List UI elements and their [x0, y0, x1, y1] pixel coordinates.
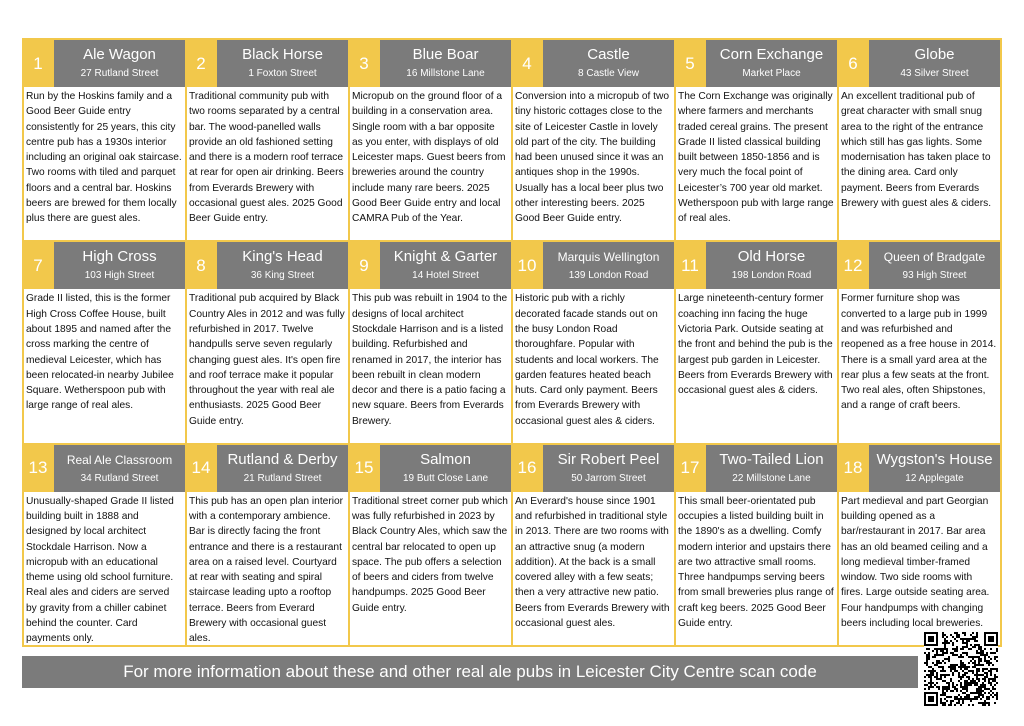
pub-address: 139 London Road: [568, 270, 649, 282]
pub-title-block: [706, 40, 837, 87]
pub-description: Traditional community pub with two rooms separated by a central bar. The wood-panelled walls provide an old fashioned setting and there is a modern roof terrace at rear for open air drinking. Beers from Everards Brewery with occasional guest ales. 2025 Good Beer Guide entry.: [189, 91, 344, 225]
pub-name: Knight & Garter: [393, 248, 498, 266]
pub-address: 8 Castle View: [578, 68, 639, 79]
pub-card-header: [513, 445, 674, 492]
pub-card-header: [24, 445, 185, 492]
pub-card: [350, 445, 511, 645]
pub-card-header: [350, 242, 511, 289]
pub-card: [24, 40, 185, 240]
pub-number: 5: [676, 40, 704, 87]
pub-description: Unusually-shaped Grade II listed building built in 1888 and designed by local architect Stockdale Harrison. Now a micropub with an educational theme using old school furniture. Real ales and ciders are served by gravity from a chiller cabinet behind the counter. Card payments only.: [26, 495, 174, 645]
pub-name: Black Horse: [242, 46, 323, 63]
pub-number: 3: [350, 40, 378, 87]
pub-name: Queen of Bradgate: [883, 250, 986, 265]
pub-address: 93 High Street: [902, 270, 967, 282]
pub-name: High Cross: [82, 248, 157, 266]
pub-address: 16 Millstone Lane: [406, 68, 485, 79]
pub-description: Run by the Hoskins family and a Good Beer Guide entry consistently for 25 years, this city centre pub has a 1930s interior including an original oak staircase. Two rooms with tiled and parquet floors and a central bar. Hoskins beers are brewed for them locally plus there are guest ales.: [26, 91, 182, 225]
pub-title-block: [543, 242, 674, 289]
pub-card: [187, 242, 348, 442]
pub-card: [839, 445, 1000, 645]
pub-card-header: [676, 40, 837, 87]
pub-number: 7: [24, 242, 52, 289]
pub-address: 1 Foxton Street: [248, 68, 317, 79]
pub-card: [24, 242, 185, 442]
pub-title-block: [380, 445, 511, 492]
pub-title-block: [543, 40, 674, 87]
pub-card-header: [24, 40, 185, 87]
pub-number: 2: [187, 40, 215, 87]
pub-card: [839, 40, 1000, 240]
pub-name: Marquis Wellington: [557, 250, 660, 265]
pub-number: 12: [839, 242, 867, 289]
pub-title-block: [54, 242, 185, 289]
pub-title-block: [869, 40, 1000, 87]
pub-number: 9: [350, 242, 378, 289]
pub-number: 17: [676, 445, 704, 492]
pub-description: Part medieval and part Georgian building opened as a bar/restaurant in 2017. Bar area has an old beamed ceiling and a long medieval timber-framed window. Two side rooms with fires. Large outside seating area. Four handpumps with changing beers including local breweries.: [841, 495, 990, 630]
pub-name: Sir Robert Peel: [557, 450, 660, 468]
pub-card: [676, 40, 837, 240]
pub-title-block: [54, 40, 185, 87]
pub-name: Wygston's House: [876, 450, 993, 468]
pub-description: Micropub on the ground floor of a building in a conservation area. Single room with a bar opposite as you enter, with displays of old Leicester maps. Guest beers from breweries around the country include many rare beers. 2025 Good Beer Guide entry and local CAMRA Pub of the Year.: [352, 91, 506, 225]
pub-number: 10: [513, 242, 541, 289]
pub-description: The Corn Exchange was originally where farmers and merchants traded cereal grains. The present Grade II listed classical building built between 1850-1856 and is very much the focal point of Leicester’s 700 year old market. Wetherspoon pub with large range of real ales.: [678, 91, 834, 225]
pub-address: 43 Silver Street: [900, 68, 969, 79]
pub-card: [839, 242, 1000, 442]
pub-card-header: [676, 242, 837, 289]
pub-card-header: [187, 40, 348, 87]
pub-description: An Everard's house since 1901 and refurbished in traditional style in 2013. There are two rooms with an attractive snug (a modern addition). At the back is a small covered alley with a few seats; then a very attractive new patio. Beers from Everards Brewery with occasional guest ales.: [515, 495, 670, 630]
pub-number: 15: [350, 445, 378, 492]
pub-name: Corn Exchange: [719, 46, 824, 63]
pub-card-header: [513, 40, 674, 87]
pub-card: [187, 40, 348, 240]
pub-number: 1: [24, 40, 52, 87]
pub-address: 19 Butt Close Lane: [402, 472, 489, 484]
pub-address: 34 Rutland Street: [80, 472, 159, 484]
pub-card-header: [187, 242, 348, 289]
pub-card: [676, 445, 837, 645]
pub-card-header: [839, 40, 1000, 87]
pub-name: Salmon: [420, 450, 471, 468]
pub-address: 103 High Street: [84, 270, 155, 282]
pub-title-block: [543, 445, 674, 492]
footer-text: For more information about these and other real ale pubs in Leicester City Centre scan code: [123, 662, 817, 681]
pub-title-block: [706, 242, 837, 289]
pub-title-block: [869, 242, 1000, 289]
pub-card: [513, 242, 674, 442]
pub-card: [513, 40, 674, 240]
pub-card-header: [839, 445, 1000, 492]
pub-address: 22 Millstone Lane: [732, 472, 811, 484]
pub-description: Traditional pub acquired by Black Country Ales in 2012 and was fully refurbished in 2017. Twelve handpulls serve seven regularly changing guest ales. It's open fire and roof terrace make it popular throughout the year with real ale enthusiasts. 2025 Good Beer Guide entry.: [189, 293, 345, 427]
pub-card-header: [350, 40, 511, 87]
pub-title-block: [217, 445, 348, 492]
pub-number: 14: [187, 445, 215, 492]
pub-name: Globe: [914, 46, 955, 63]
pub-title-block: [869, 445, 1000, 492]
pub-card: [676, 242, 837, 442]
pub-title-block: [217, 40, 348, 87]
pub-address: 12 Applegate: [905, 472, 964, 484]
pub-description: This pub has an open plan interior with a contemporary ambience. Bar is directly facing the front entrance and there is a restaurant area on a raised level. Courtyard at rear with seating and spiral staircase leading upto a rooftop terrace. Beers from Everard Brewery with occasional guest ales.: [189, 495, 344, 645]
pub-name: Blue Boar: [412, 46, 479, 63]
pub-address: 36 King Street: [250, 270, 315, 282]
qr-code-icon[interactable]: [924, 632, 998, 706]
pub-card-header: [350, 445, 511, 492]
pub-description: Grade II listed, this is the former High Cross Coffee House, built about 1895 and named after the cross marking the centre of medieval Leicester, which has been relocated-in nearby Jubilee Square. Wetherspoon pub with large range of real ales.: [26, 293, 174, 412]
pub-number: 4: [513, 40, 541, 87]
pub-title-block: [380, 40, 511, 87]
pub-number: 18: [839, 445, 867, 492]
pub-address: 50 Jarrom Street: [571, 472, 646, 484]
pub-card-header: [187, 445, 348, 492]
pub-number: 6: [839, 40, 867, 87]
pub-grid: [22, 38, 1002, 647]
pub-card: [513, 445, 674, 645]
pub-card-header: [24, 242, 185, 289]
pub-description: Former furniture shop was converted to a large pub in 1999 and was refurbished and reopened as a free house in 2014. There is a small yard area at the rear plus a few seats at the front. Two real ales, often Shipstones, and a range of craft beers.: [841, 293, 997, 412]
pub-description: This small beer-orientated pub occupies a listed building built in the 1890's as a dwelling. Comfy modern interior and upstairs there are two attractive small rooms. Three handpumps serving beers from small breweries plus range of craft keg beers. 2025 Good Beer Guide entry.: [678, 495, 834, 630]
pub-name: Rutland & Derby: [227, 450, 338, 468]
pub-card: [350, 40, 511, 240]
pub-address: 21 Rutland Street: [243, 472, 322, 484]
pub-description: Historic pub with a richly decorated facade stands out on the busy London Road thoroughfare. Popular with students and local workers. The garden features heated beach huts. Card only payment. Beers from Everards Brewery with occasional guest ales & ciders.: [515, 293, 659, 427]
pub-description: Conversion into a micropub of two tiny historic cottages close to the site of Leicester Castle in lovely old part of the city. The building had been unused since it was an antiques shop in the 1990s. Usually has a local beer plus two other interesting beers. 2025 Good Beer Guide entry.: [515, 91, 670, 225]
pub-address: 27 Rutland Street: [80, 68, 159, 79]
pub-card-header: [839, 242, 1000, 289]
pub-address: 198 London Road: [731, 270, 812, 282]
pub-card: [24, 445, 185, 645]
pub-description: Large nineteenth-century former coaching inn facing the huge Victoria Park. Outside seating at the front and behind the pub is the largest pub garden in Leicester. Beers from Everards Brewery with occasional guest ales & ciders.: [678, 293, 833, 397]
pub-card-header: [513, 242, 674, 289]
pub-card: [187, 445, 348, 645]
pub-description: This pub was rebuilt in 1904 to the designs of local architect Stockdale Harrison and is a listed building. Refurbished and renamed in 2017, the interior has been rebuilt in clean modern decor and there is a patio facing a new square. Beers from Everards Brewery.: [352, 293, 508, 427]
pub-name: Castle: [587, 46, 630, 63]
pub-number: 8: [187, 242, 215, 289]
pub-address: Market Place: [742, 68, 801, 79]
pub-name: Old Horse: [737, 248, 806, 266]
pub-name: Two-Tailed Lion: [719, 450, 824, 468]
pub-number: 16: [513, 445, 541, 492]
pub-number: 13: [24, 445, 52, 492]
pub-description: An excellent traditional pub of great character with small snug area to the right of the entrance which still has gas lights. Some modernisation has taken place to the dining area. Card only payment. Beers from Everards Brewery with guest ales & ciders.: [841, 91, 992, 210]
pub-title-block: [706, 445, 837, 492]
pub-name: King's Head: [242, 248, 323, 266]
pub-name: Ale Wagon: [83, 46, 156, 63]
pub-name: Real Ale Classroom: [66, 452, 173, 467]
pub-address: 14 Hotel Street: [412, 270, 479, 282]
pub-card-header: [676, 445, 837, 492]
pub-title-block: [217, 242, 348, 289]
pub-card: [350, 242, 511, 442]
pub-description: Traditional street corner pub which was fully refurbished in 2023 by Black Country Ales, which saw the central bar relocated to open up space. The pub offers a selection of beers and ciders from twelve handpumps. 2025 Good Beer Guide entry.: [352, 495, 508, 614]
pub-title-block: [380, 242, 511, 289]
pub-number: 11: [676, 242, 704, 289]
pub-title-block: [54, 445, 185, 492]
footer-banner: [22, 656, 918, 688]
